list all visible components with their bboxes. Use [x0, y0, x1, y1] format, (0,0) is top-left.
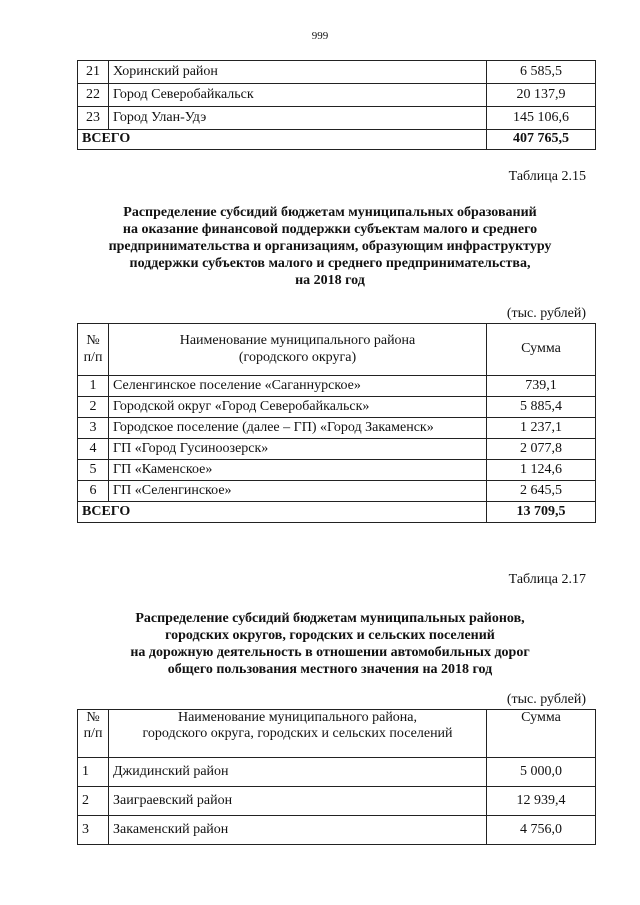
table-caption: Таблица 2.15	[508, 169, 586, 184]
row-name: Городской округ «Город Северобайкальск»	[109, 397, 487, 418]
units-label: (тыс. рублей)	[506, 306, 586, 321]
row-name: Город Северобайкальск	[109, 84, 487, 107]
row-name: Город Улан-Удэ	[109, 107, 487, 130]
units-label: (тыс. рублей)	[506, 692, 586, 707]
table-row	[78, 460, 596, 481]
header-num: № п/п	[78, 710, 109, 758]
table-row	[78, 376, 596, 397]
header-name-line: Наименование муниципального района	[179, 333, 416, 349]
header-name-line: городского округа, городских и сельских поселений	[142, 726, 453, 742]
row-number: 4	[78, 439, 109, 460]
row-number: 5	[78, 460, 109, 481]
row-sum: 5 885,4	[487, 397, 596, 418]
table-2-15	[77, 323, 596, 523]
title-line: предпринимательства и организациям, образующим инфраструктуру	[108, 239, 552, 254]
row-name: ГП «Селенгинское»	[109, 481, 487, 502]
row-sum: 2 645,5	[487, 481, 596, 502]
header-row	[78, 324, 596, 376]
row-sum: 2 077,8	[487, 439, 596, 460]
title-line: на оказание финансовой поддержки субъектам малого и среднего	[122, 222, 538, 237]
total-row	[78, 502, 596, 523]
table-row	[78, 107, 596, 130]
row-number: 2	[78, 787, 109, 816]
row-number: 1	[78, 758, 109, 787]
total-sum: 13 709,5	[487, 502, 596, 523]
table-2-17	[77, 709, 596, 845]
total-label: ВСЕГО	[78, 502, 487, 523]
row-name: Городское поселение (далее – ГП) «Город Закаменск»	[109, 418, 487, 439]
title-line: поддержки субъектов малого и среднего предпринимательства,	[129, 256, 531, 271]
title-line: городских округов, городских и сельских поселений	[165, 628, 495, 643]
table-caption: Таблица 2.17	[508, 572, 586, 587]
row-number: 3	[78, 816, 109, 845]
table-row	[78, 758, 596, 787]
page-number: 999	[311, 30, 329, 42]
row-number: 22	[78, 84, 109, 107]
row-number: 3	[78, 418, 109, 439]
table-title	[60, 610, 600, 678]
total-sum: 407 765,5	[487, 130, 596, 150]
row-name: ГП «Город Гусиноозерск»	[109, 439, 487, 460]
header-name-line: (городского округа)	[238, 349, 357, 365]
total-label: ВСЕГО	[78, 130, 487, 150]
row-sum: 6 585,5	[487, 61, 596, 84]
table-row	[78, 418, 596, 439]
row-sum: 4 756,0	[487, 816, 596, 845]
total-row	[78, 130, 596, 150]
row-sum: 145 106,6	[487, 107, 596, 130]
row-sum: 20 137,9	[487, 84, 596, 107]
row-number: 21	[78, 61, 109, 84]
row-name: Селенгинское поселение «Саганнурское»	[109, 376, 487, 397]
table-row	[78, 397, 596, 418]
title-line: на дорожную деятельность в отношении автомобильных дорог	[130, 645, 530, 660]
table-row	[78, 61, 596, 84]
row-number: 1	[78, 376, 109, 397]
table-row	[78, 816, 596, 845]
title-line: общего пользования местного значения на 2018 год	[167, 662, 493, 677]
row-name: Заиграевский район	[109, 787, 487, 816]
header-name-line: Наименование муниципального района,	[177, 710, 418, 725]
table-row	[78, 439, 596, 460]
table-row	[78, 84, 596, 107]
header-sum: Сумма	[487, 710, 596, 758]
row-name: ГП «Каменское»	[109, 460, 487, 481]
row-name: Джидинский район	[109, 758, 487, 787]
header-row	[78, 710, 596, 758]
table-title	[60, 204, 600, 289]
title-line: на 2018 год	[295, 273, 365, 288]
header-sum: Сумма	[487, 324, 596, 376]
row-sum: 1 237,1	[487, 418, 596, 439]
table-continuation	[77, 60, 596, 150]
row-number: 23	[78, 107, 109, 130]
row-name: Хоринский район	[109, 61, 487, 84]
row-number: 2	[78, 397, 109, 418]
header-name	[109, 710, 487, 758]
row-sum: 12 939,4	[487, 787, 596, 816]
header-num: № п/п	[78, 324, 109, 376]
row-sum: 5 000,0	[487, 758, 596, 787]
table-row	[78, 481, 596, 502]
title-line: Распределение субсидий бюджетам муниципальных районов,	[135, 611, 525, 626]
row-sum: 739,1	[487, 376, 596, 397]
row-number: 6	[78, 481, 109, 502]
title-line: Распределение субсидий бюджетам муниципальных образований	[123, 205, 537, 220]
row-sum: 1 124,6	[487, 460, 596, 481]
header-name	[109, 324, 487, 376]
row-name: Закаменский район	[109, 816, 487, 845]
table-row	[78, 787, 596, 816]
